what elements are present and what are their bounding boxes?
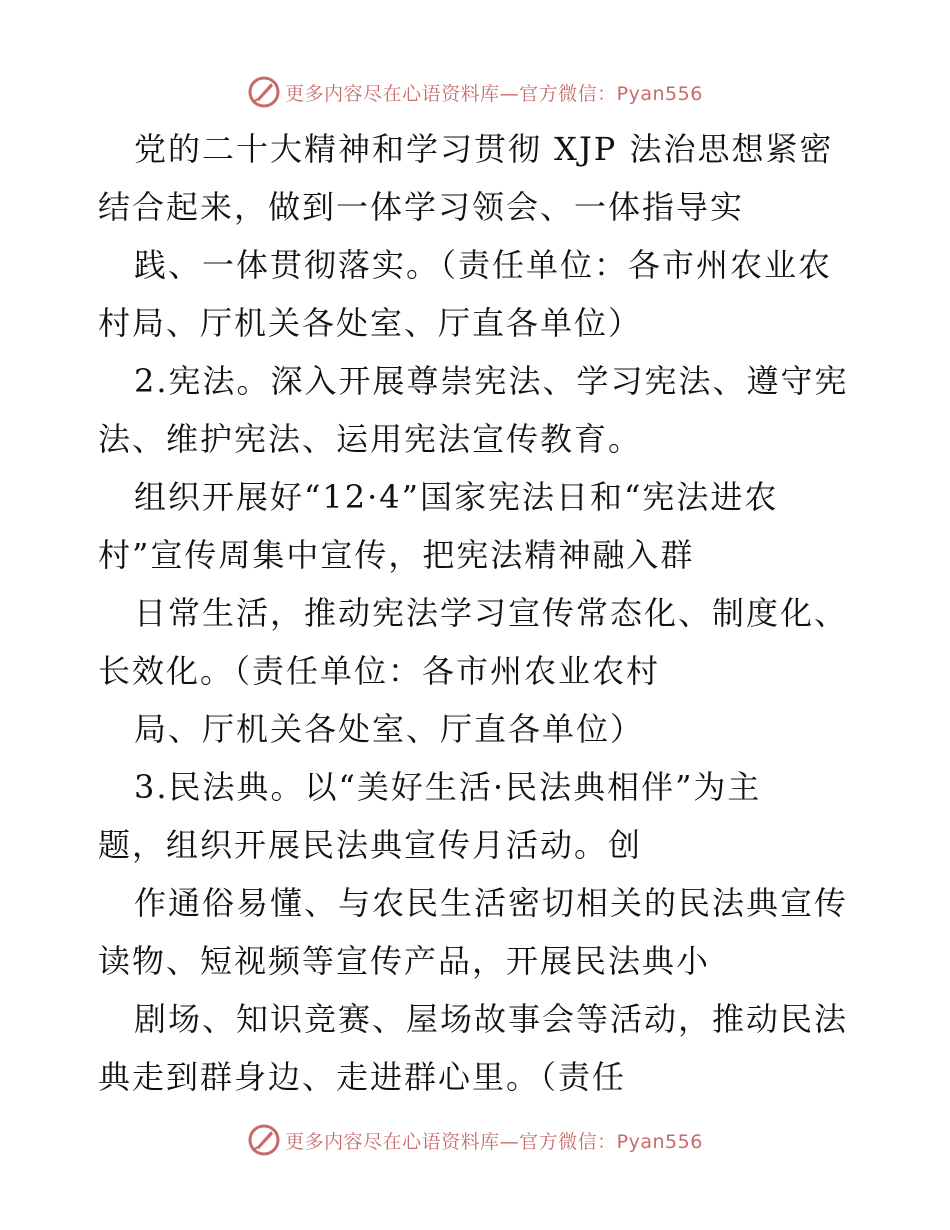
text-line: 作通俗易懂、与农民生活密切相关的民法典宣传: [134, 884, 849, 922]
quill-circle-icon: [247, 1123, 281, 1157]
text-line: 局、厅机关各处室、厅直各单位）: [134, 710, 645, 748]
text-line: 组织开展好“12·4”国家宪法日和“宪法进农: [134, 478, 779, 516]
text-line: 村局、厅机关各处室、厅直各单位）: [98, 304, 643, 342]
text-line: 3.民法典。以“美好生活·民法典相伴”为主: [134, 768, 762, 806]
watermark-footer: [0, 1120, 950, 1160]
text-line: 题，组织开展民法典宣传月活动。创: [98, 826, 643, 864]
text-line: 践、一体贯彻落实。（责任单位：各市州农业农: [134, 246, 833, 284]
text-line: 党的二十大精神和学习贯彻 XJP 法治思想紧密: [134, 130, 834, 168]
text-line: 日常生活，推动宪法学习宣传常态化、制度化、: [134, 594, 849, 632]
watermark-text: 更多内容尽在心语资料库—官方微信：Pyan556: [285, 1130, 703, 1153]
text-line: 剧场、知识竞赛、屋场故事会等活动，推动民法: [134, 1000, 849, 1038]
text-line: 典走到群身边、走进群心里。（责任: [98, 1058, 627, 1096]
text-line: 长效化。（责任单位：各市州农业农村: [98, 652, 661, 690]
watermark-header: [0, 72, 950, 112]
text-line: 法、维护宪法、运用宪法宣传教育。: [98, 420, 643, 458]
text-line: 村”宣传周集中宣传，把宪法精神融入群: [98, 536, 695, 574]
text-line: 结合起来，做到一体学习领会、一体指导实: [98, 188, 745, 226]
text-line: 读物、短视频等宣传产品，开展民法典小: [98, 942, 711, 980]
quill-circle-icon: [247, 75, 281, 109]
watermark-text: 更多内容尽在心语资料库—官方微信：Pyan556: [285, 82, 703, 105]
text-line: 2.宪法。深入开展尊崇宪法、学习宪法、遵守宪: [134, 362, 849, 400]
